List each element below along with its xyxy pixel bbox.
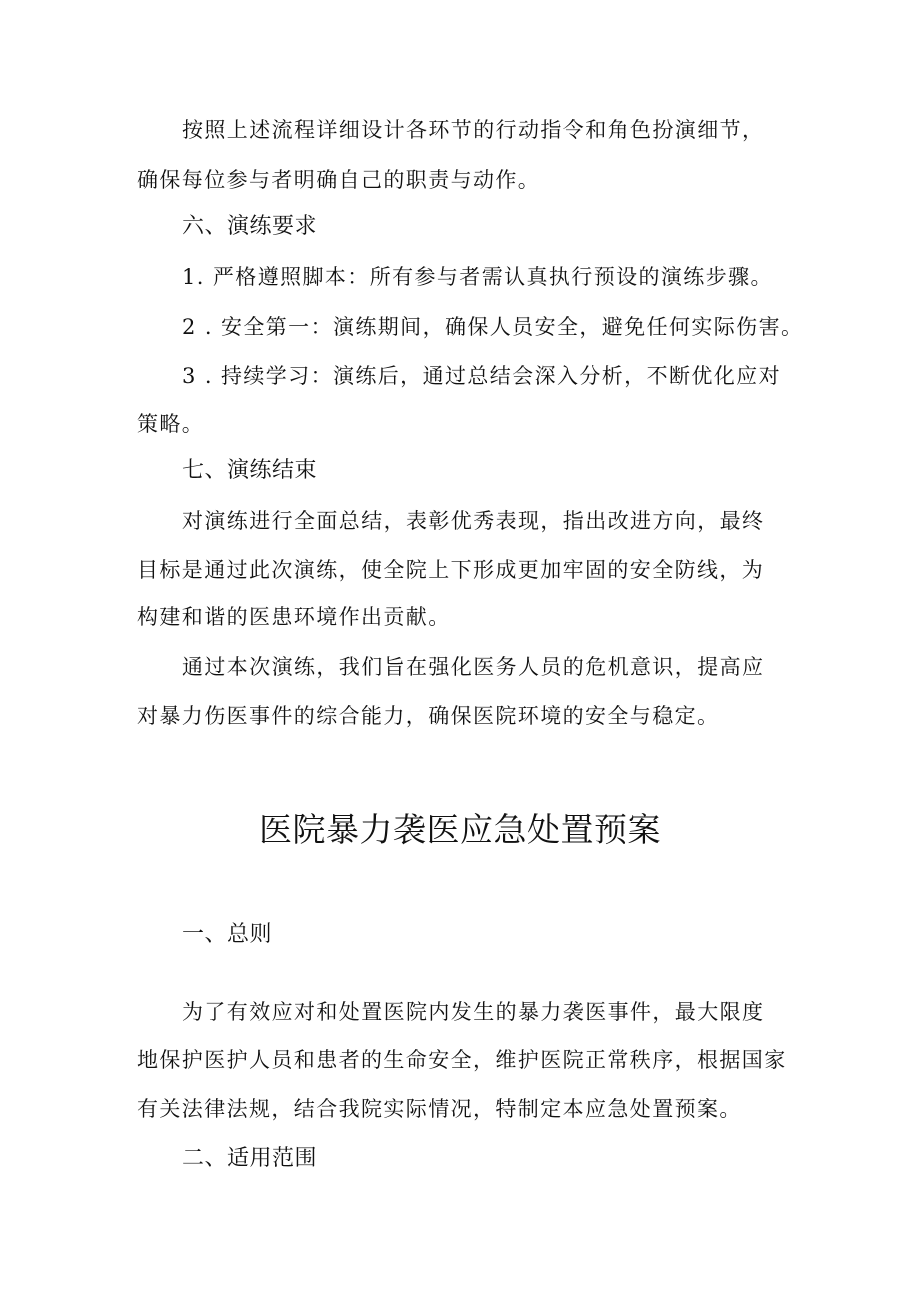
requirement-item-3: 3 . 持续学习：演练后，通过总结会深入分析，不断优化应对 <box>182 364 781 388</box>
section-heading-six: 六、演练要求 <box>182 214 318 239</box>
paragraph-line: 为了有效应对和处置医院内发生的暴力袭医事件，最大限度 <box>182 1000 765 1024</box>
section-heading-general: 一、总则 <box>182 922 273 947</box>
paragraph-line: 有关法律法规，结合我院实际情况，特制定本应急处置预案。 <box>137 1097 742 1121</box>
paragraph-line: 按照上述流程详细设计各环节的行动指令和角色扮演细节， <box>182 118 765 142</box>
paragraph-line: 对暴力伤医事件的综合能力，确保医院环境的安全与稳定。 <box>137 704 720 728</box>
paragraph-line: 对演练进行全面总结，表彰优秀表现，指出改进方向，最终 <box>182 509 765 533</box>
paragraph-line: 确保每位参与者明确自己的职责与动作。 <box>137 168 541 192</box>
paragraph-line: 地保护医护人员和患者的生命安全，维护医院正常秩序，根据国家 <box>137 1048 787 1072</box>
section-heading-scope: 二、适用范围 <box>182 1146 318 1171</box>
paragraph-line: 通过本次演练，我们旨在强化医务人员的危机意识，提高应 <box>182 655 765 679</box>
requirement-item-1: 1. 严格遵照脚本：所有参与者需认真执行预设的演练步骤。 <box>182 265 773 289</box>
paragraph-line: 目标是通过此次演练，使全院上下形成更加牢固的安全防线，为 <box>137 558 765 582</box>
section-heading-seven: 七、演练结束 <box>182 458 318 483</box>
requirement-item-2: 2 . 安全第一：演练期间，确保人员安全，避免任何实际伤害。 <box>182 315 804 339</box>
plan-title: 医院暴力袭医应急处置预案 <box>259 810 661 849</box>
paragraph-line: 构建和谐的医患环境作出贡献。 <box>137 605 451 629</box>
requirement-item-3-cont: 策略。 <box>137 412 205 436</box>
